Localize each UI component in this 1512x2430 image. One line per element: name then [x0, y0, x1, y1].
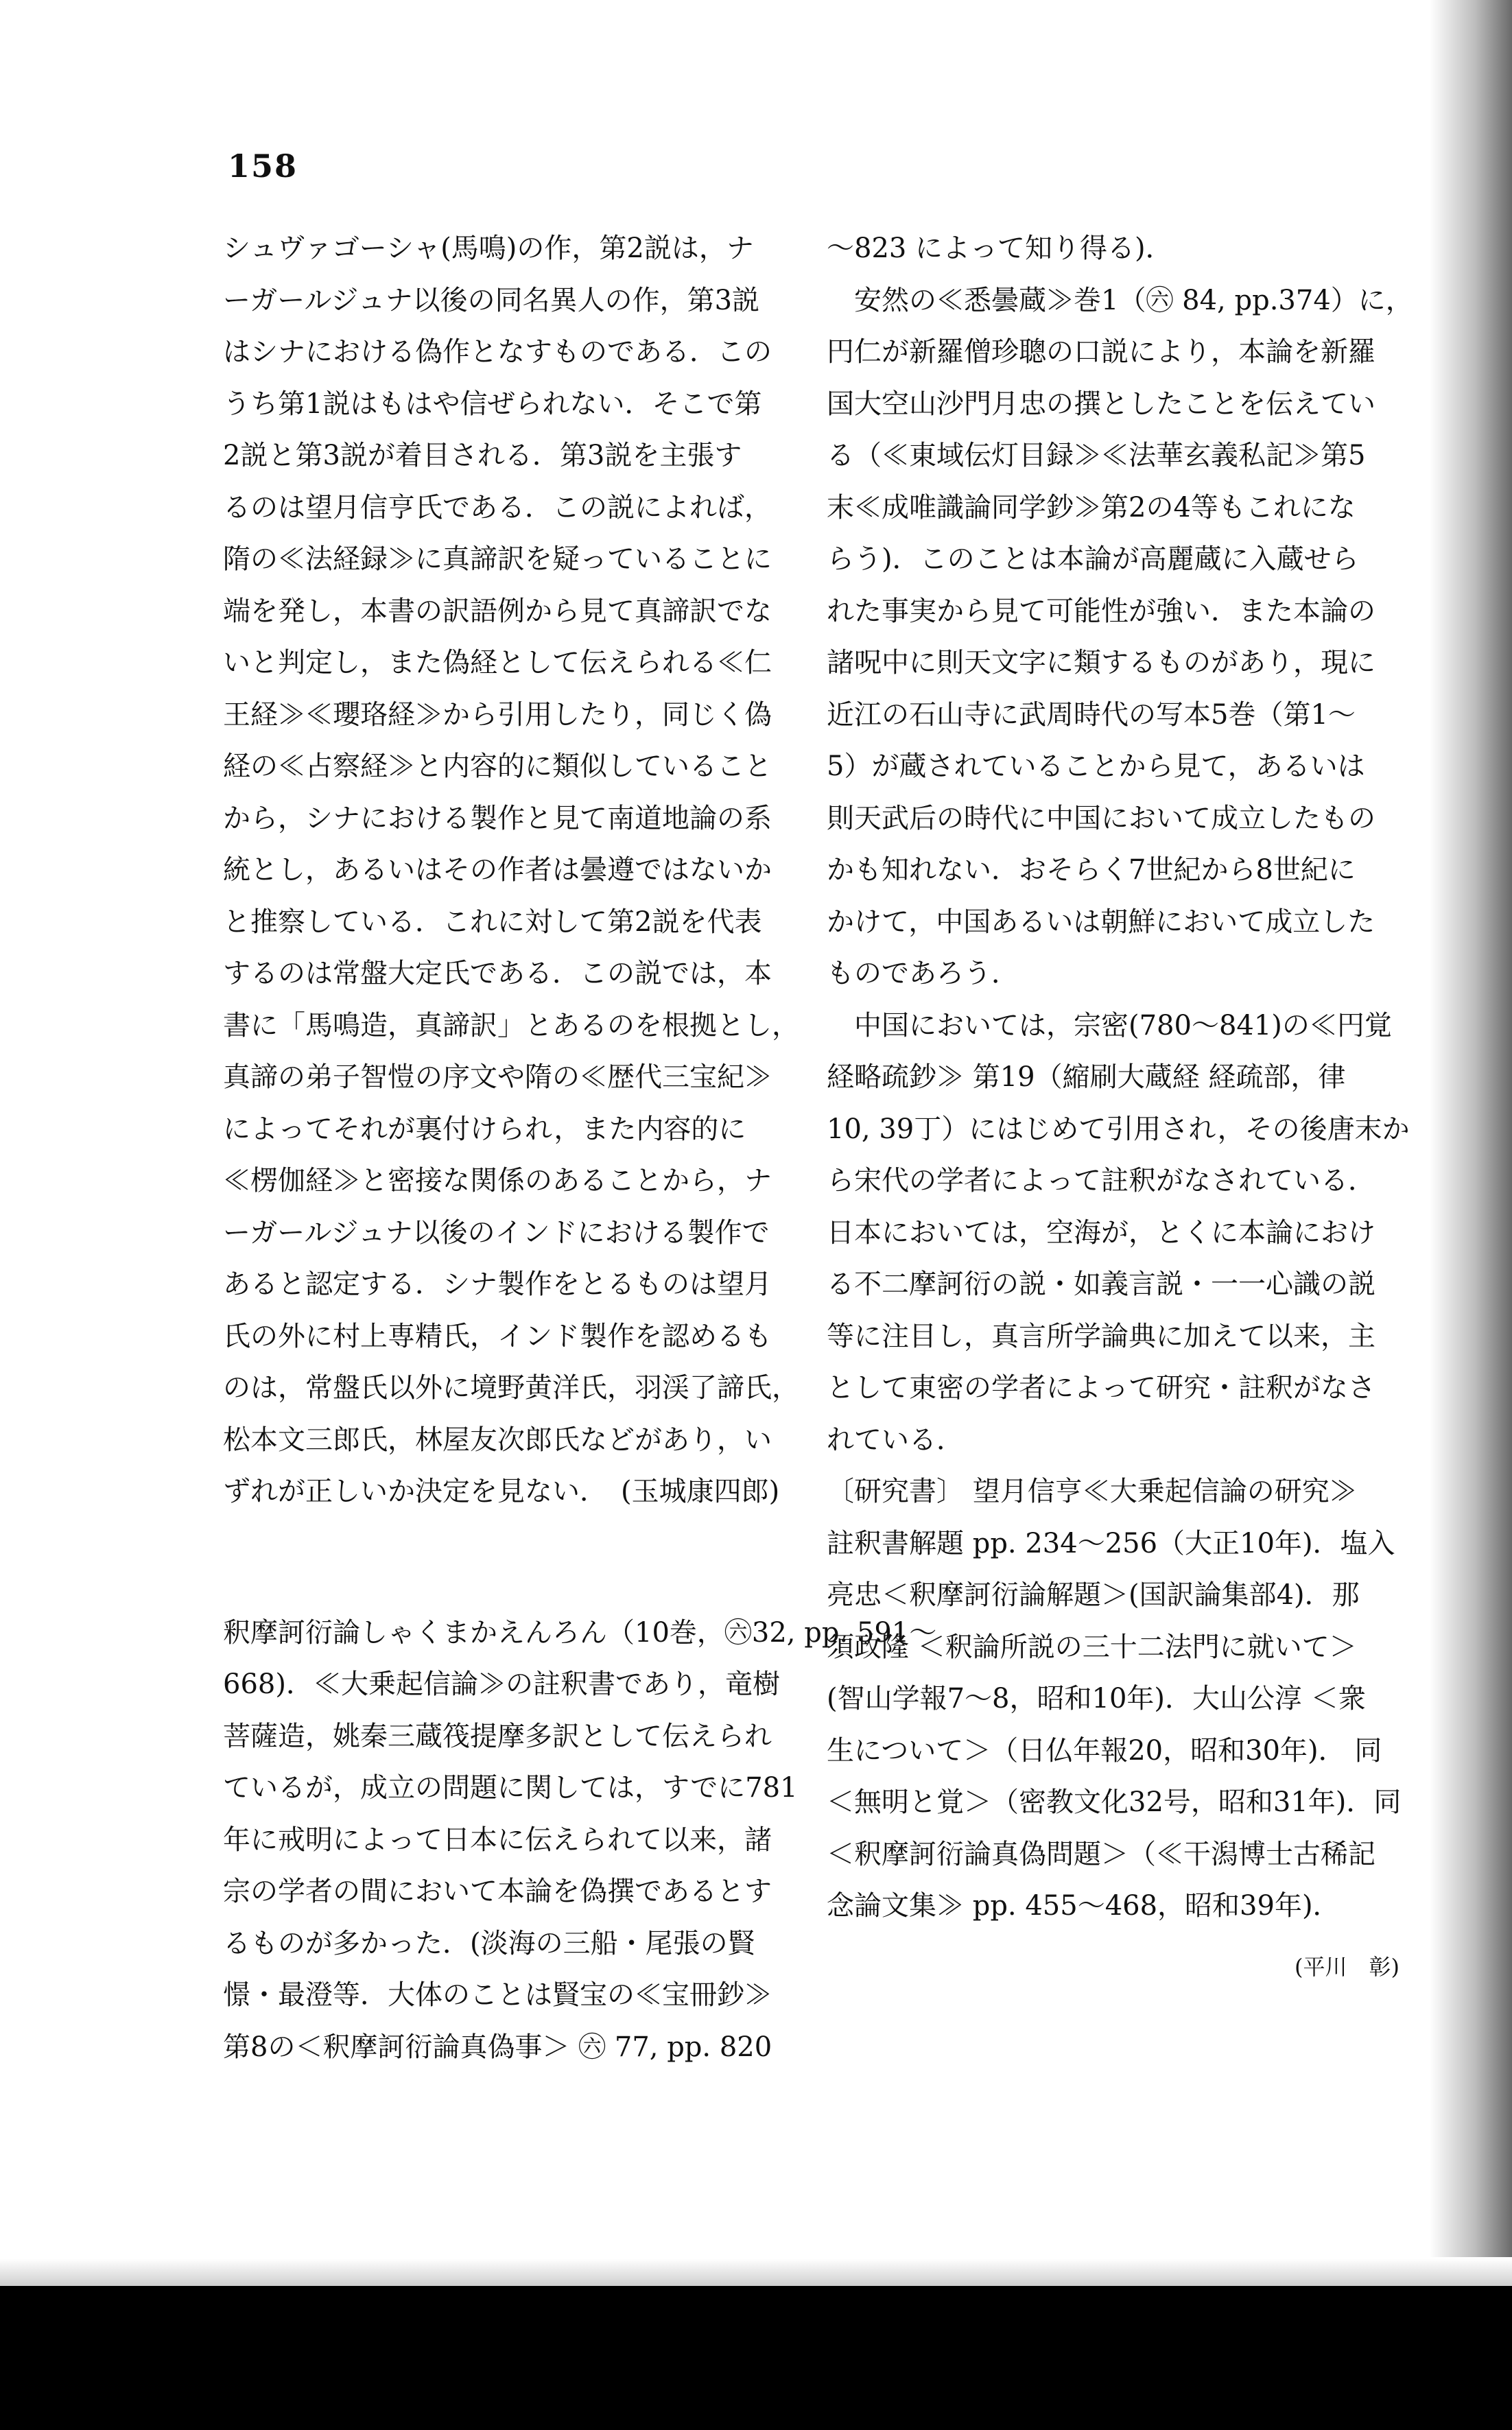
text-line: 円仁が新羅僧珍聰の口説により，本論を新羅 [827, 336, 1375, 368]
text-line: 末≪成唯識論同学鈔≫第2の4等もこれにな [827, 491, 1356, 523]
text-line: いと判定し，また偽経として伝えられる≪仁 [223, 647, 772, 679]
entry-gap [223, 1518, 779, 1607]
right-column [827, 223, 1413, 1987]
text-line: 2説と第3説が着目される．第3説を主張す [223, 440, 742, 471]
text-line: ＜無明と覚＞（密教文化32号，昭和31年)．同 [827, 1786, 1402, 1818]
text-line: 則天武后の時代に中国において成立したもの [827, 802, 1375, 834]
author-signature: (平川 彰) [1295, 1953, 1399, 1980]
text-line: るのは望月信亨氏である．この説によれば， [223, 491, 772, 523]
text-line: と推察している．これに対して第2説を代表 [223, 906, 762, 938]
text-line: ずれが正しいか決定を見ない． (玉城康四郎) [223, 1476, 780, 1507]
text-line: ＜釈摩訶衍論真偽問題＞（≪干潟博士古稀記 [827, 1838, 1375, 1870]
text-line: 日本においては，空海が，とくに本論におけ [827, 1216, 1375, 1249]
text-line: ーガールジュナ以後の同名異人の作，第3説 [223, 284, 760, 316]
text-line: かも知れない．おそらく7世紀から8世紀に [827, 854, 1356, 886]
text-line: 〔研究書〕 望月信亨≪大乗起信論の研究≫ [827, 1476, 1357, 1507]
text-line: シュヴァゴーシャ(馬鳴)の作，第2説は，ナ [223, 233, 754, 264]
text-line: ものであろう． [827, 958, 1019, 989]
text-line: うち第1説はもはや信ぜられない．そこで第 [223, 388, 762, 420]
text-line: 統とし，あるいはその作者は曇遵ではないか [223, 854, 772, 886]
text-line: あると認定する．シナ製作をとるものは望月 [223, 1269, 772, 1300]
entry-text-line: 憬・最澄等．大体のことは賢宝の≪宝冊鈔≫ [223, 1979, 772, 2011]
text-line: から，シナにおける製作と見て南道地論の系 [223, 802, 772, 834]
text-line: る不二摩訶衍の説・如義言説・一一心識の説 [827, 1269, 1375, 1300]
text-line: 生について＞（日仏年報20，昭和30年)． 同 [827, 1734, 1382, 1767]
entry-text-line: 菩薩造，姚秦三蔵筏提摩多訳として伝えられ [223, 1720, 772, 1752]
text-line: 中国においては，宗密(780～841)の≪円覚 [827, 1009, 1392, 1041]
text-line: ～823 によって知り得る)． [827, 233, 1173, 264]
text-line: れた事実から見て可能性が強い．また本論の [827, 595, 1375, 627]
text-line: (智山学報7～8，昭和10年)．大山公淳 ＜衆 [827, 1683, 1366, 1714]
entry-text-line: 釈摩訶衍論しゃくまかえんろん（10巻，㊅32, pp. 591～ [223, 1616, 937, 1649]
text-line: かけて，中国あるいは朝鮮において成立した [827, 906, 1375, 938]
text-line: 亮忠＜釈摩訶衍論解題＞(国訳論集部4)．那 [827, 1579, 1360, 1611]
page-number: 158 [228, 148, 298, 185]
text-line: ら宋代の学者によって註釈がなされている． [827, 1165, 1375, 1196]
text-line: ーガールジュナ以後のインドにおける製作で [223, 1216, 770, 1249]
scan-bottom-border [0, 2286, 1512, 2430]
text-line: 念論文集≫ pp. 455～468，昭和39年)． [827, 1890, 1340, 1922]
text-line: れている． [827, 1424, 964, 1456]
text-line: る（≪東域伝灯目録≫≪法華玄義私記≫第5 [827, 440, 1366, 471]
text-line: 等に注目し，真言所学論典に加えて以来，主 [827, 1320, 1375, 1352]
text-line: 松本文三郎氏，林屋友次郎氏などがあり，い [223, 1424, 772, 1456]
text-line: のは，常盤氏以外に境野黄洋氏，羽渓了諦氏， [223, 1372, 799, 1404]
entry-text-line: 年に戒明によって日本に伝えられて以来，諸 [223, 1824, 772, 1856]
text-line: によってそれが裏付けられ，また内容的に [223, 1113, 746, 1145]
text-line: ≪楞伽経≫と密接な関係のあることから，ナ [223, 1165, 772, 1196]
entry-text-line: 668)．≪大乗起信論≫の註釈書であり，竜樹 [223, 1668, 780, 1700]
text-line: 経の≪占察経≫と内容的に類似していること [223, 751, 772, 782]
text-line: 王経≫≪瓔珞経≫から引用したり，同じく偽 [223, 698, 772, 731]
text-line: 端を発し，本書の訳語例から見て真諦訳でな [223, 595, 772, 627]
text-line: 諸呪中に則天文字に類するものがあり，現に [827, 647, 1375, 679]
entry-text-line: るものが多かった．(淡海の三船・尾張の賢 [223, 1927, 755, 1959]
text-line: 安然の≪悉曇蔵≫巻1（㊅ 84, pp.374）に， [827, 284, 1413, 316]
text-line: 国大空山沙門月忠の撰としたことを伝えてい [827, 388, 1375, 420]
page-edge-shadow [1430, 0, 1512, 2257]
text-line: するのは常盤大定氏である．この説では，本 [223, 958, 772, 989]
text-line: として東密の学者によって研究・註釈がなさ [827, 1372, 1375, 1404]
text-line: 書に「馬鳴造，真諦訳」とあるのを根拠とし， [223, 1009, 799, 1041]
text-line: 5）が蔵されていることから見て，あるいは [827, 751, 1365, 782]
text-line: 近江の石山寺に武周時代の写本5巻（第1～ [827, 698, 1356, 731]
entry-text-line: 宗の学者の間において本論を偽撰であるとす [223, 1876, 772, 1907]
text-line: らう)．このことは本論が高麗蔵に入蔵せら [827, 543, 1359, 575]
text-line: 須政隆 ＜釈論所説の三十二法門に就いて＞ [827, 1631, 1357, 1663]
page-bottom-edge [0, 2258, 1512, 2286]
text-line: 氏の外に村上専精氏，インド製作を認めるも [223, 1320, 772, 1352]
entry-text-line: 第8の＜釈摩訶衍論真偽事＞ ㊅ 77, pp. 820 [223, 2031, 772, 2063]
text-line: 真諦の弟子智愷の序文や隋の≪歴代三宝紀≫ [223, 1061, 772, 1093]
text-line: 経略疏鈔≫ 第19（縮刷大蔵経 経疏部，律 [827, 1061, 1346, 1093]
text-line: 註釈書解題 pp. 234～256（大正10年)．塩入 [827, 1527, 1395, 1559]
entry-text-line: ているが，成立の問題に関しては，すでに781 [223, 1772, 798, 1804]
text-line: 隋の≪法経録≫に真諦訳を疑っていることに [223, 543, 772, 575]
text-line: はシナにおける偽作となすものである．この [223, 336, 772, 368]
text-line: 10, 39丁）にはじめて引用され，その後唐末か [827, 1113, 1410, 1145]
